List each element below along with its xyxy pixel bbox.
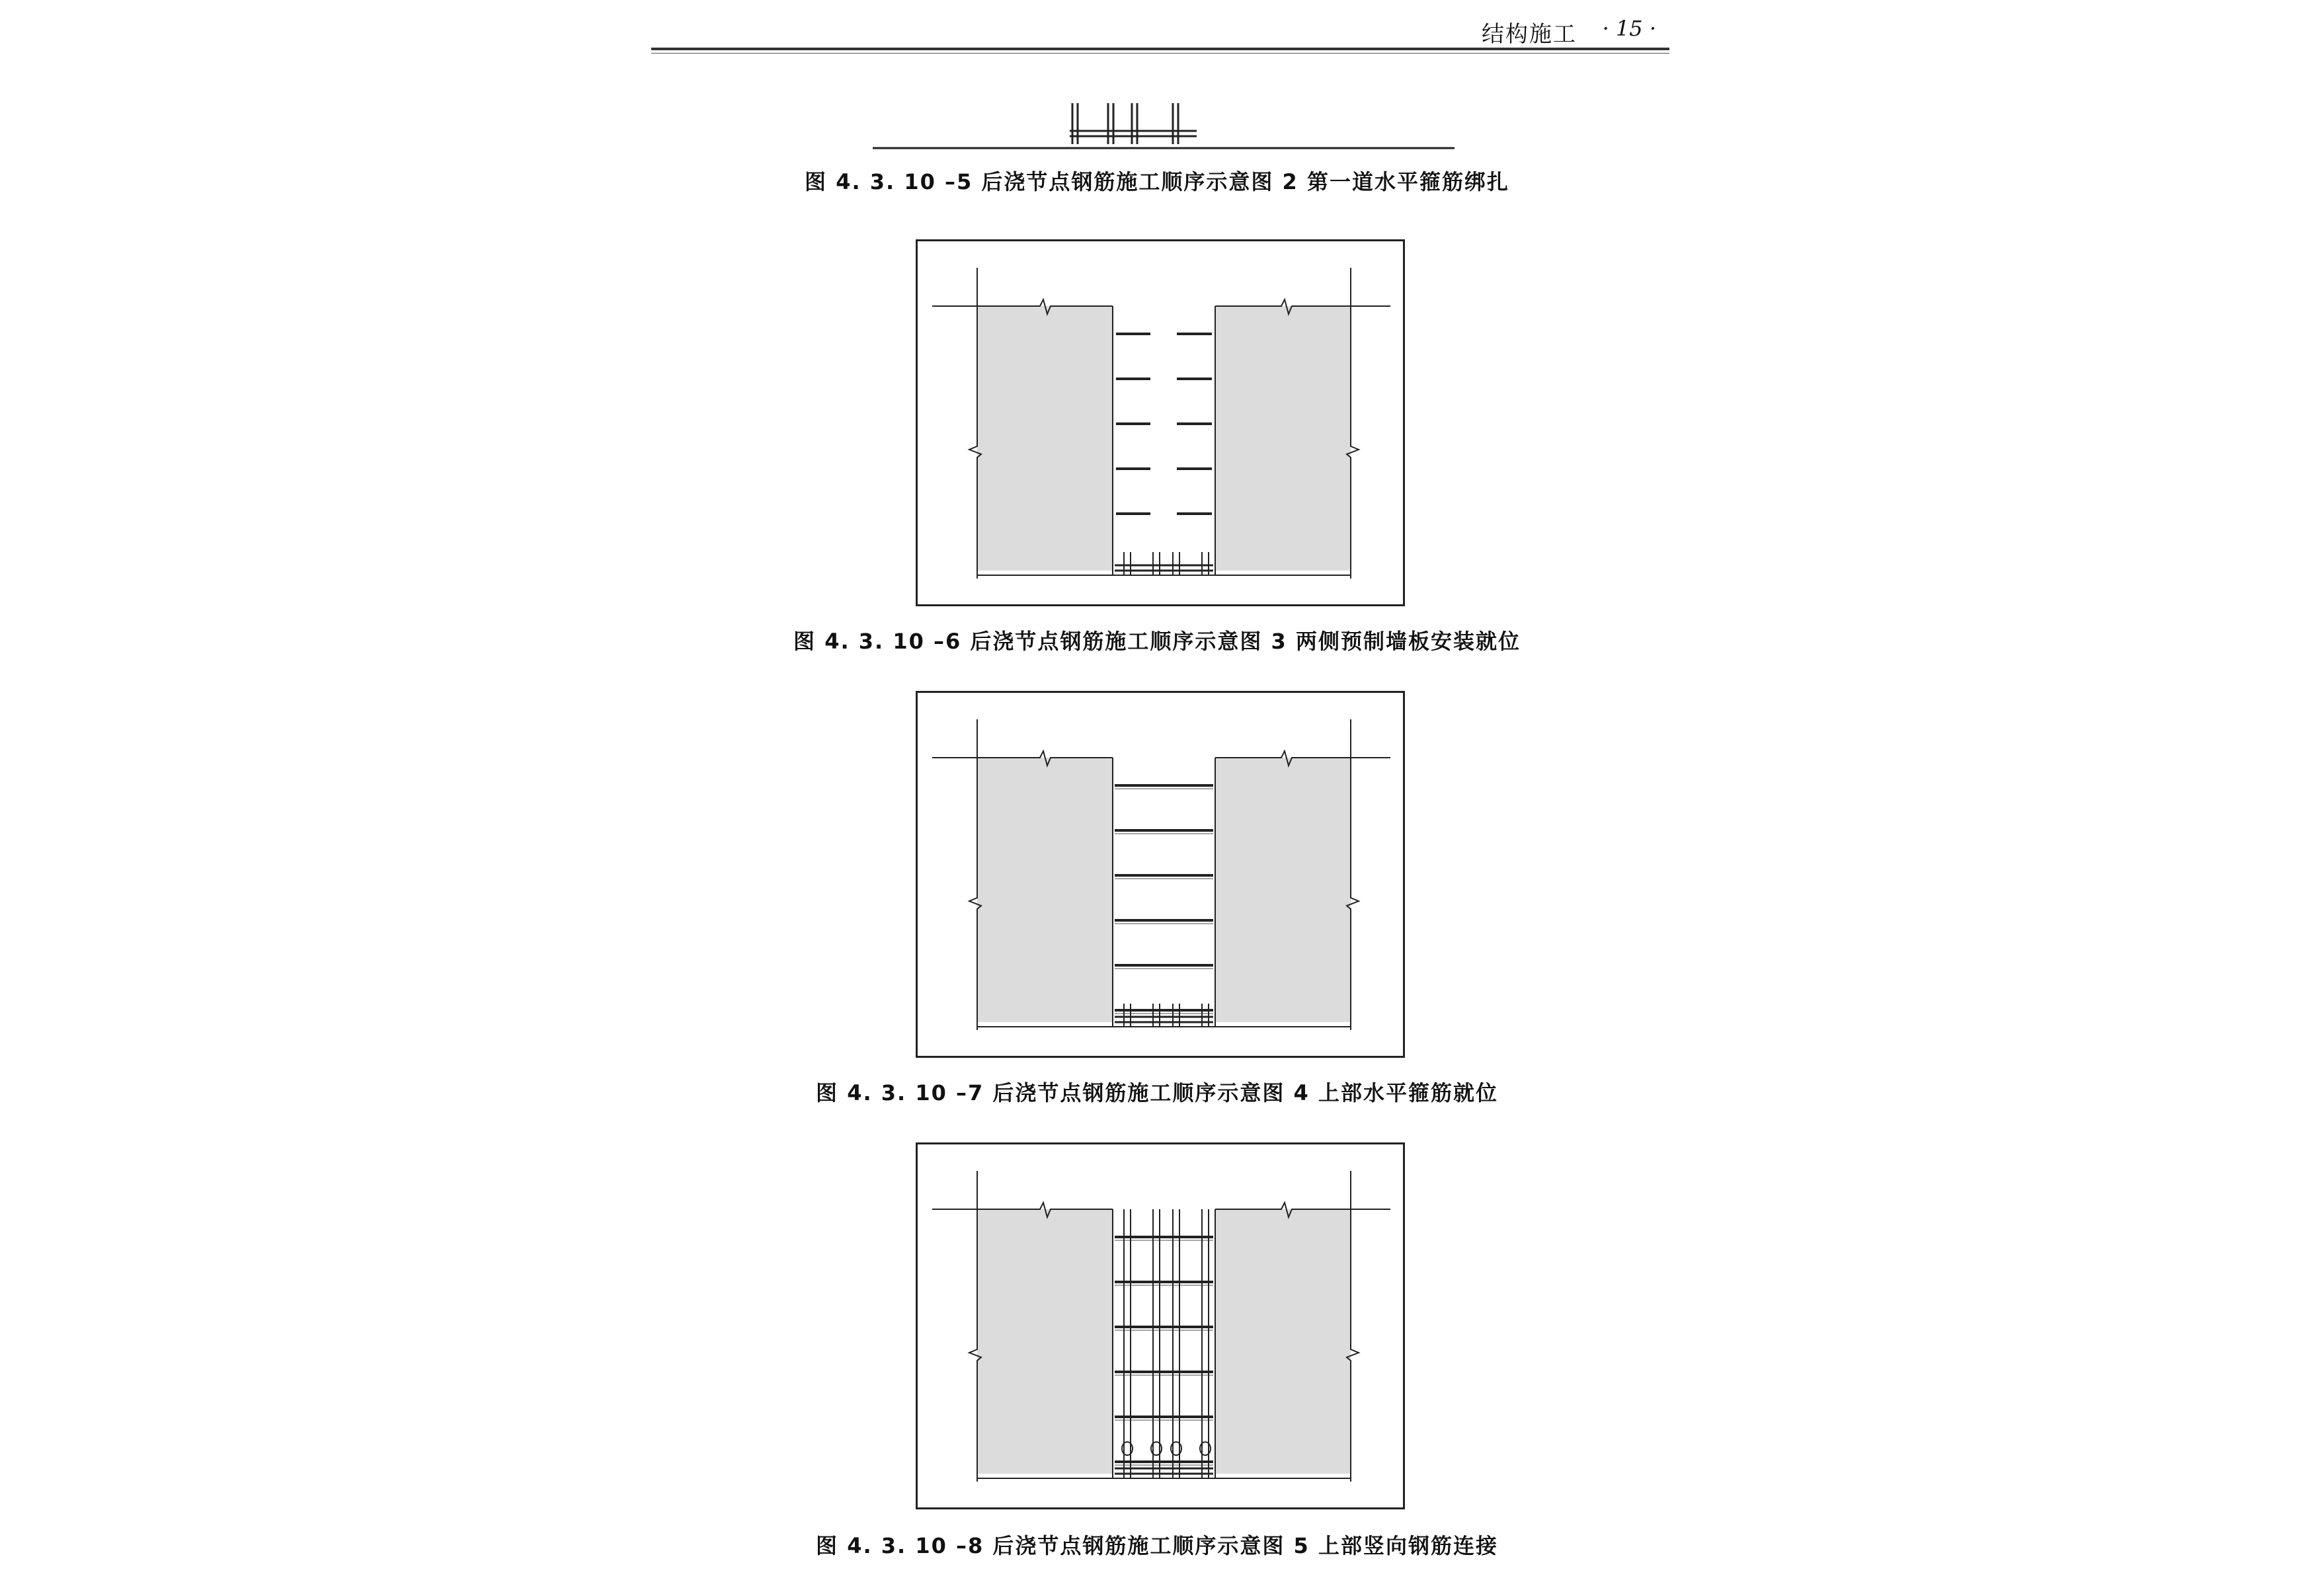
figure-5-drawing xyxy=(873,99,1455,152)
page-number: · 15 · xyxy=(1602,16,1656,41)
left-wall-panel xyxy=(977,306,1113,571)
figure-caption: 图 4. 3. 10 –6 后浇节点钢筋施工顺序示意图 3 两侧预制墙板安装就位 xyxy=(793,629,1521,654)
figure-6-drawing xyxy=(916,239,1405,606)
right-wall-panel xyxy=(1215,758,1351,1022)
left-wall-panel xyxy=(977,758,1113,1022)
header-rule xyxy=(651,48,1669,50)
figure-8-drawing xyxy=(916,1142,1405,1509)
right-wall-panel xyxy=(1215,306,1351,571)
page-header xyxy=(651,0,1669,58)
figure-caption: 图 4. 3. 10 –7 后浇节点钢筋施工顺序示意图 4 上部水平箍筋就位 xyxy=(816,1080,1498,1105)
figure-7-drawing xyxy=(916,691,1405,1058)
right-wall-panel xyxy=(1215,1209,1351,1474)
figure-caption: 图 4. 3. 10 –5 后浇节点钢筋施工顺序示意图 2 第一道水平箍筋绑扎 xyxy=(805,169,1509,194)
section-title: 结构施工 xyxy=(1482,21,1577,48)
figure-caption: 图 4. 3. 10 –8 后浇节点钢筋施工顺序示意图 5 上部竖向钢筋连接 xyxy=(816,1533,1498,1558)
left-wall-panel xyxy=(977,1209,1113,1474)
header-rule-thin xyxy=(651,53,1669,54)
